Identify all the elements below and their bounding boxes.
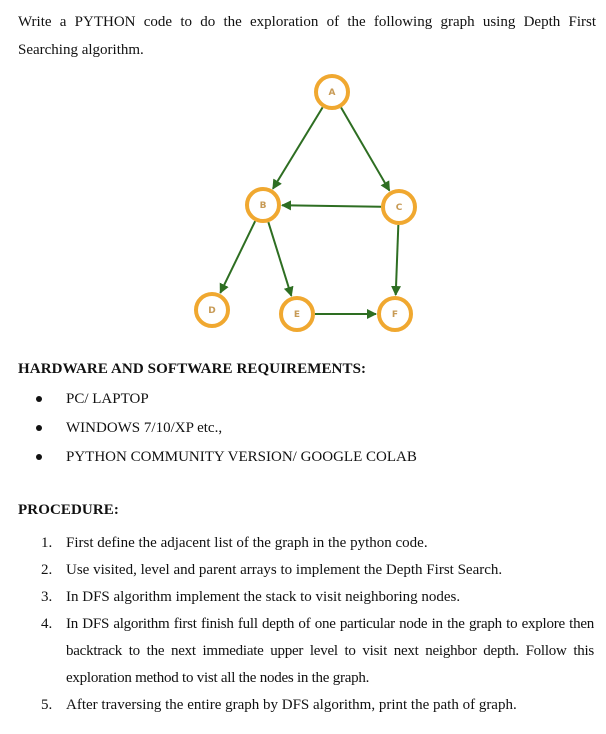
node-label: A xyxy=(328,88,336,98)
bullet-icon xyxy=(36,425,42,431)
edge-a-b xyxy=(273,107,323,188)
procedure-step xyxy=(0,584,606,611)
step-number: 4. xyxy=(41,616,53,632)
node-label: D xyxy=(208,306,216,316)
requirement-text: PC/ LAPTOP xyxy=(66,391,149,407)
step-text: In DFS algorithm implement the stack to visit neighboring nodes. xyxy=(66,589,461,605)
step-number: 3. xyxy=(41,589,53,605)
edge-b-e xyxy=(268,222,291,296)
bullet-icon xyxy=(36,454,42,460)
step-number: 2. xyxy=(41,562,53,578)
edge-b-d xyxy=(220,221,255,293)
node-label: C xyxy=(395,203,403,213)
graph-node-c xyxy=(383,191,415,223)
dfs-graph-diagram xyxy=(0,0,606,360)
requirements-heading: HARDWARE AND SOFTWARE REQUIREMENTS: xyxy=(18,361,367,377)
step-number: 1. xyxy=(41,535,53,551)
graph-node-d xyxy=(196,294,228,326)
graph-nodes xyxy=(196,76,415,330)
step-text: First define the adjacent list of the graph in the python code. xyxy=(66,535,428,551)
requirement-text: PYTHON COMMUNITY VERSION/ GOOGLE COLAB xyxy=(66,449,417,465)
graph-node-e xyxy=(281,298,313,330)
question-text: Write a PYTHON code to do the exploration of the following graph using Depth First Searching algorithm. xyxy=(18,14,596,58)
step-text: Use visited, level and parent arrays to implement the Depth First Search. xyxy=(66,562,503,578)
graph-node-b xyxy=(247,189,279,221)
node-label: B xyxy=(259,201,267,211)
edge-c-b xyxy=(282,205,381,206)
procedure-heading: PROCEDURE: xyxy=(18,502,119,518)
procedure-step xyxy=(0,611,606,692)
procedure-steps xyxy=(0,530,606,719)
requirement-text: WINDOWS 7/10/XP etc., xyxy=(66,420,223,436)
procedure-step xyxy=(0,692,606,719)
node-label: E xyxy=(293,310,301,320)
step-number: 5. xyxy=(41,697,53,713)
node-label: F xyxy=(391,310,399,320)
graph-node-a xyxy=(316,76,348,108)
edge-c-f xyxy=(396,225,399,295)
edge-a-c xyxy=(341,108,389,191)
graph-node-f xyxy=(379,298,411,330)
step-text: After traversing the entire graph by DFS algorithm, print the path of graph. xyxy=(66,697,517,713)
procedure-step xyxy=(0,557,606,584)
step-text: In DFS algorithm first finish full depth of one particular node in the graph to explore then backtrack to the next immediate upper level to visit next neighbor depth. Follow this exploration method to vist all the nodes in the graph. xyxy=(66,616,594,686)
procedure-step xyxy=(0,530,606,557)
bullet-icon xyxy=(36,396,42,402)
